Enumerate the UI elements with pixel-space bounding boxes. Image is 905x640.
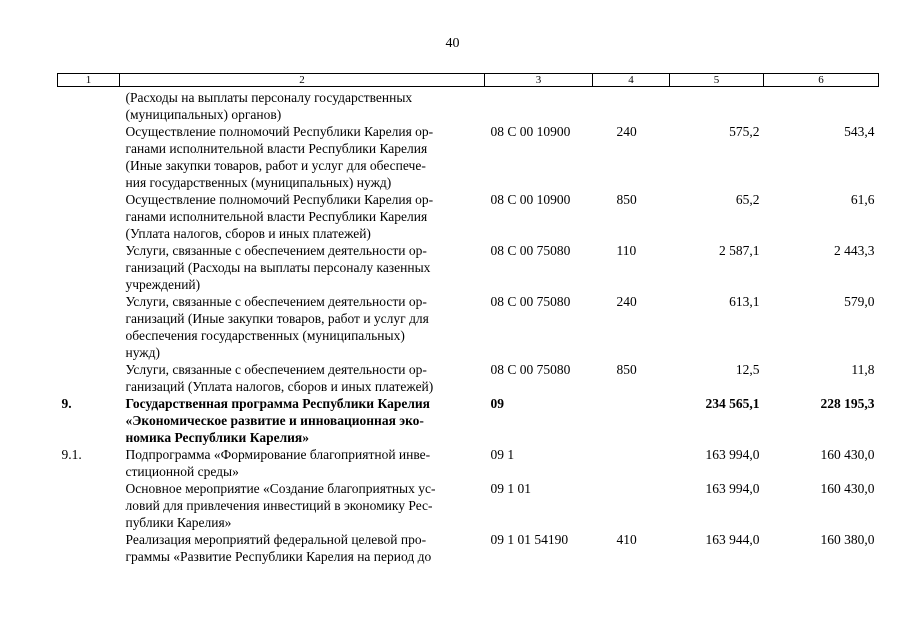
row-index — [58, 242, 120, 293]
table-row — [58, 480, 879, 531]
table-row — [58, 242, 879, 293]
row-target-code: 08 С 00 75080 — [490, 362, 571, 377]
row-amount-year-2: 543,4 — [844, 124, 875, 139]
row-amount-year-2: 579,0 — [844, 294, 875, 309]
row-description: Подпрограмма «Формирование благоприятной инве- стиционной среды» — [125, 447, 431, 479]
row-target-code: 08 С 00 10900 — [490, 124, 571, 139]
row-target-code: 08 С 00 10900 — [490, 192, 571, 207]
row-amount-year-2: 160 380,0 — [820, 532, 875, 547]
row-amount-year-1: 2 587,1 — [719, 243, 760, 258]
row-expense-type: 410 — [616, 532, 637, 547]
row-amount-year-1: 613,1 — [729, 294, 760, 309]
column-header-4: 4 — [593, 74, 670, 87]
row-expense-type: 850 — [616, 192, 637, 207]
row-index — [58, 531, 120, 565]
row-amount-year-1: 163 994,0 — [705, 447, 760, 462]
table-row — [58, 446, 879, 480]
column-header-6: 6 — [764, 74, 879, 87]
row-expense-type — [593, 480, 670, 531]
table-row — [58, 531, 879, 565]
row-target-code: 09 1 01 54190 — [490, 532, 569, 547]
row-index: 9.1. — [61, 447, 82, 462]
row-target-code: 09 1 — [490, 447, 515, 462]
row-amount-year-2: 11,8 — [851, 362, 875, 377]
column-header-3: 3 — [485, 74, 593, 87]
row-description: Основное мероприятие «Создание благоприятных ус- ловий для привлечения инвестиций в экономику Рес- публики Карелия» — [125, 481, 436, 530]
row-amount-year-2: 61,6 — [850, 192, 875, 207]
row-amount-year-2: 2 443,3 — [834, 243, 875, 258]
row-description: Услуги, связанные с обеспечением деятельности ор- ганизаций (Расходы на выплаты персоналу казенных учреждений) — [125, 243, 431, 292]
row-target-code: 09 — [490, 396, 504, 411]
row-description: Реализация мероприятий федеральной целевой про- граммы «Развитие Республики Карелия на период до — [125, 532, 432, 564]
row-expense-type: 240 — [616, 294, 637, 309]
row-amount-year-2: 160 430,0 — [820, 481, 875, 496]
row-amount-year-1: 575,2 — [729, 124, 760, 139]
row-index — [58, 293, 120, 361]
row-amount-year-2: 160 430,0 — [820, 447, 875, 462]
row-index: 9. — [61, 396, 72, 411]
row-description: Услуги, связанные с обеспечением деятельности ор- ганизаций (Уплата налогов, сборов и иных платежей) — [125, 362, 434, 394]
budget-table — [57, 73, 879, 565]
table-row — [58, 87, 879, 124]
row-index — [58, 361, 120, 395]
row-index — [58, 123, 120, 191]
row-target-code: 08 С 00 75080 — [490, 294, 571, 309]
row-amount-year-1: 163 944,0 — [705, 532, 760, 547]
row-expense-type: 850 — [616, 362, 637, 377]
table-row — [58, 395, 879, 446]
row-amount-year-2: 228 195,3 — [820, 396, 875, 411]
table-row — [58, 293, 879, 361]
page-number: 40 — [445, 36, 460, 51]
row-amount-year-1: 234 565,1 — [705, 396, 760, 411]
table-row — [58, 123, 879, 191]
row-description: Осуществление полномочий Республики Карелия ор- ганами исполнительной власти Республики Карелия (Уплата налогов, сборов и иных платежей) — [125, 192, 434, 241]
table-row — [58, 361, 879, 395]
column-header-1: 1 — [58, 74, 120, 87]
row-amount-year-1: 12,5 — [735, 362, 760, 377]
column-header-5: 5 — [670, 74, 764, 87]
row-description: Осуществление полномочий Республики Карелия ор- ганами исполнительной власти Республики Карелия (Иные закупки товаров, работ и услуг для обеспече- ния государственных (муниципальных) нужд) — [125, 124, 434, 190]
row-amount-year-2 — [764, 87, 879, 124]
row-description: Государственная программа Республики Карелия «Экономическое развитие и инновационная эко- номика Республики Карелия» — [125, 396, 430, 445]
row-description: Услуги, связанные с обеспечением деятельности ор- ганизаций (Иные закупки товаров, работ и услуг для обеспечения государственных (муниципальных) нужд) — [125, 294, 429, 360]
row-target-code: 09 1 01 — [490, 481, 531, 496]
row-expense-type — [593, 87, 670, 124]
row-expense-type — [593, 395, 670, 446]
row-index — [58, 87, 120, 124]
row-index — [58, 480, 120, 531]
row-index — [58, 191, 120, 242]
row-expense-type — [593, 446, 670, 480]
table-row — [58, 191, 879, 242]
row-target-code — [485, 87, 593, 124]
row-amount-year-1: 163 994,0 — [705, 481, 760, 496]
row-description: (Расходы на выплаты персоналу государственных (муниципальных) органов) — [125, 90, 413, 122]
column-header-2: 2 — [120, 74, 485, 87]
row-amount-year-1 — [670, 87, 764, 124]
row-target-code: 08 С 00 75080 — [490, 243, 571, 258]
row-expense-type: 240 — [616, 124, 637, 139]
row-expense-type: 110 — [616, 243, 637, 258]
table-header-row — [58, 74, 879, 87]
row-amount-year-1: 65,2 — [735, 192, 760, 207]
